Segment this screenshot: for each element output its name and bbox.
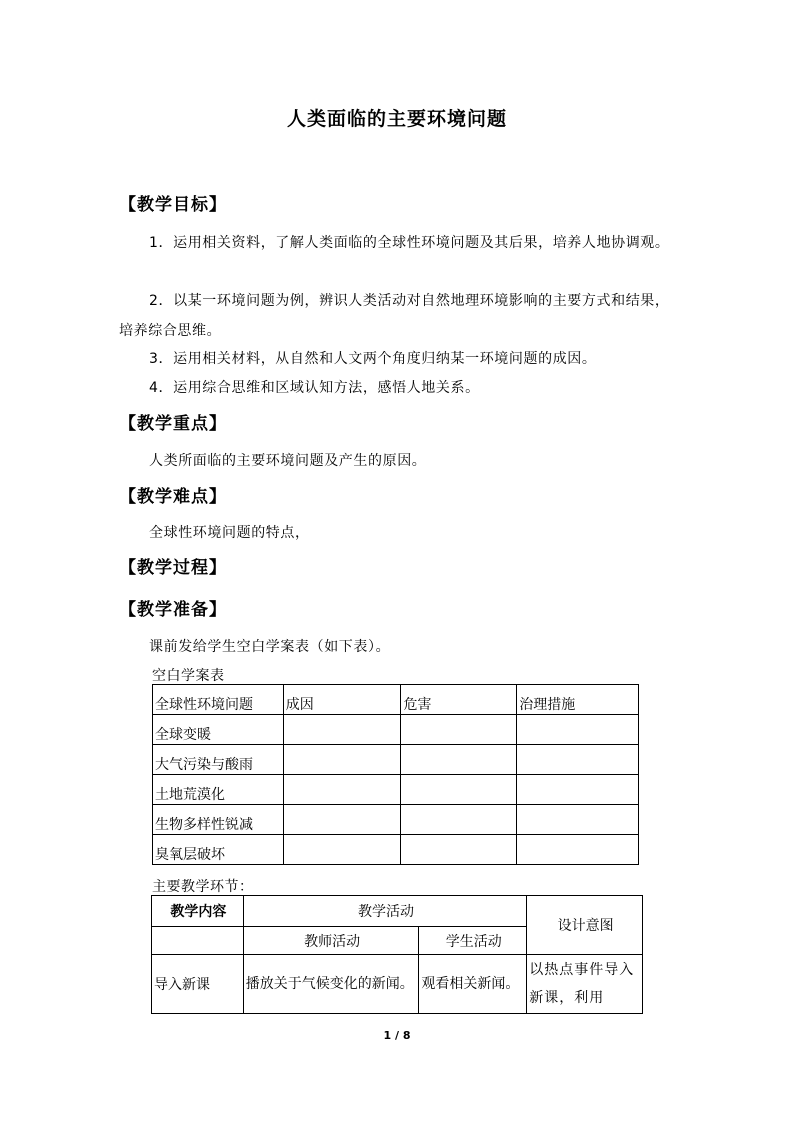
row-student: 观看相关新闻。 <box>419 955 527 1014</box>
table-row <box>153 745 639 775</box>
empty-cell <box>401 775 517 805</box>
table-row <box>152 955 643 1014</box>
empty-cell <box>152 927 244 955</box>
objective-4: 4．运用综合思维和区域认知方法，感悟人地关系。 <box>149 380 480 396</box>
process-heading: 【教学过程】 <box>119 558 227 578</box>
empty-cell <box>401 715 517 745</box>
preparation-heading: 【教学准备】 <box>119 600 227 620</box>
empty-cell <box>517 835 639 865</box>
table-row <box>153 835 639 865</box>
row-intent: 以热点事件导入新课，利用 <box>527 955 643 1014</box>
header-student: 学生活动 <box>419 927 527 955</box>
row-content: 导入新课 <box>152 955 244 1014</box>
difficulty-text: 全球性环境问题的特点， <box>149 525 310 541</box>
table-row <box>153 715 639 745</box>
key-points-text: 人类所面临的主要环境问题及产生的原因。 <box>149 453 427 469</box>
row-label: 全球变暖 <box>153 715 284 745</box>
table2-caption: 主要教学环节： <box>152 879 254 895</box>
empty-cell <box>517 775 639 805</box>
table-row <box>153 775 639 805</box>
header-cell: 全球性环境问题 <box>153 685 284 715</box>
empty-cell <box>401 805 517 835</box>
row-label: 生物多样性锐减 <box>153 805 284 835</box>
document-title: 人类面临的主要环境问题 <box>286 108 507 130</box>
table-header-row <box>152 896 643 927</box>
table-row <box>153 805 639 835</box>
row-label: 大气污染与酸雨 <box>153 745 284 775</box>
empty-cell <box>283 745 401 775</box>
empty-cell <box>401 835 517 865</box>
header-content: 教学内容 <box>152 896 244 927</box>
objectives-heading: 【教学目标】 <box>119 195 227 215</box>
empty-cell <box>517 805 639 835</box>
difficulty-heading: 【教学难点】 <box>119 487 227 507</box>
header-intent: 设计意图 <box>527 896 643 955</box>
key-points-heading: 【教学重点】 <box>119 414 227 434</box>
empty-cell <box>283 775 401 805</box>
objective-3: 3．运用相关材料，从自然和人文两个角度归纳某一环境问题的成因。 <box>149 351 597 367</box>
header-cell: 成因 <box>283 685 401 715</box>
objective-1: 1．运用相关资料，了解人类面临的全球性环境问题及其后果，培养人地协调观。 <box>149 235 670 251</box>
empty-cell <box>283 835 401 865</box>
header-teacher: 教师活动 <box>243 927 419 955</box>
empty-cell <box>283 715 401 745</box>
table1-caption: 空白学案表 <box>152 668 225 684</box>
header-activity: 教学活动 <box>243 896 526 927</box>
preparation-text: 课前发给学生空白学案表（如下表）。 <box>149 639 391 655</box>
empty-cell <box>283 805 401 835</box>
objective-2: 2．以某一环境问题为例，辨识人类活动对自然地理环境影响的主要方式和结果，培养综合思维。 <box>119 293 670 339</box>
header-cell: 危害 <box>401 685 517 715</box>
teaching-steps-table <box>151 895 643 1014</box>
row-teacher: 播放关于气候变化的新闻。 <box>243 955 419 1014</box>
empty-cell <box>517 715 639 745</box>
row-label: 臭氧层破坏 <box>153 835 284 865</box>
empty-cell <box>517 745 639 775</box>
table-header-row <box>153 685 639 715</box>
row-label: 土地荒漠化 <box>153 775 284 805</box>
empty-cell <box>401 745 517 775</box>
blank-worksheet-table <box>152 684 639 865</box>
header-cell: 治理措施 <box>517 685 639 715</box>
page-number: 1 / 8 <box>383 1029 411 1042</box>
